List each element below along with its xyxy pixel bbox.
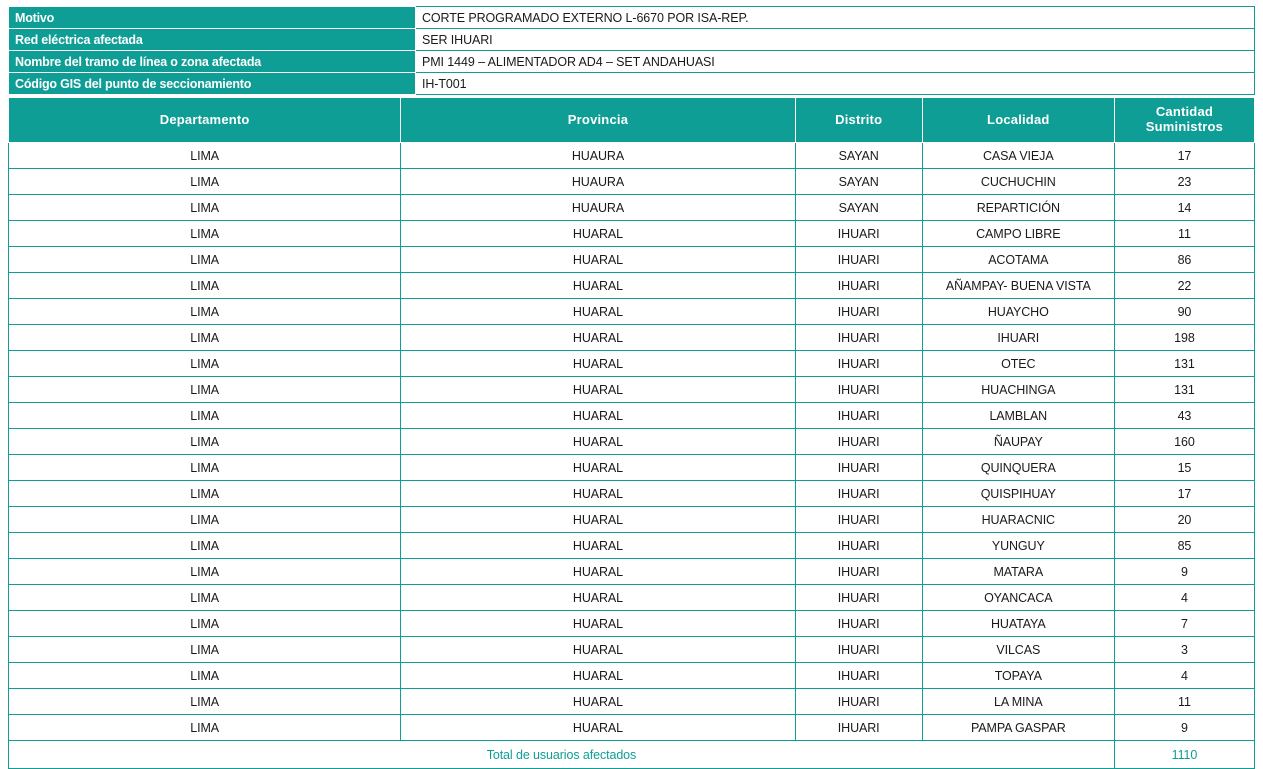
total-value: 1110 xyxy=(1114,741,1254,769)
meta-info-body xyxy=(9,7,1255,95)
cell-localidad: PAMPA GASPAR xyxy=(922,715,1114,741)
table-row xyxy=(9,351,1255,377)
table-row xyxy=(9,429,1255,455)
cell-provincia: HUARAL xyxy=(401,221,795,247)
table-row xyxy=(9,221,1255,247)
cell-cantidad: 4 xyxy=(1114,663,1254,689)
cell-departamento: LIMA xyxy=(9,637,401,663)
table-row xyxy=(9,403,1255,429)
cell-departamento: LIMA xyxy=(9,377,401,403)
total-row xyxy=(9,741,1255,769)
meta-row-codigo-gis xyxy=(9,73,1255,95)
meta-label-red-electrica: Red eléctrica afectada xyxy=(9,29,416,51)
cell-cantidad: 11 xyxy=(1114,689,1254,715)
cell-cantidad: 4 xyxy=(1114,585,1254,611)
cell-distrito: IHUARI xyxy=(795,585,922,611)
meta-row-red-electrica xyxy=(9,29,1255,51)
cell-departamento: LIMA xyxy=(9,559,401,585)
column-header-distrito: Distrito xyxy=(795,98,922,143)
cell-provincia: HUARAL xyxy=(401,559,795,585)
cell-distrito: SAYAN xyxy=(795,143,922,169)
cell-provincia: HUARAL xyxy=(401,429,795,455)
table-header xyxy=(9,98,1255,143)
cell-departamento: LIMA xyxy=(9,325,401,351)
cell-localidad: ÑAUPAY xyxy=(922,429,1114,455)
cell-departamento: LIMA xyxy=(9,429,401,455)
cell-provincia: HUARAL xyxy=(401,481,795,507)
cell-localidad: HUACHINGA xyxy=(922,377,1114,403)
table-row xyxy=(9,169,1255,195)
cell-departamento: LIMA xyxy=(9,221,401,247)
cell-distrito: IHUARI xyxy=(795,507,922,533)
cell-provincia: HUAURA xyxy=(401,143,795,169)
cell-distrito: IHUARI xyxy=(795,611,922,637)
table-row xyxy=(9,195,1255,221)
cell-cantidad: 160 xyxy=(1114,429,1254,455)
cell-departamento: LIMA xyxy=(9,351,401,377)
table-row xyxy=(9,507,1255,533)
cell-provincia: HUARAL xyxy=(401,663,795,689)
cell-distrito: IHUARI xyxy=(795,273,922,299)
table-row xyxy=(9,689,1255,715)
table-body xyxy=(9,143,1255,741)
table-row xyxy=(9,559,1255,585)
cell-departamento: LIMA xyxy=(9,403,401,429)
cell-departamento: LIMA xyxy=(9,299,401,325)
cell-distrito: SAYAN xyxy=(795,195,922,221)
table-row xyxy=(9,247,1255,273)
cell-distrito: IHUARI xyxy=(795,299,922,325)
cell-localidad: OYANCACA xyxy=(922,585,1114,611)
cell-cantidad: 22 xyxy=(1114,273,1254,299)
table-header-row xyxy=(9,98,1255,143)
cell-provincia: HUARAL xyxy=(401,611,795,637)
cell-localidad: LA MINA xyxy=(922,689,1114,715)
cell-provincia: HUARAL xyxy=(401,507,795,533)
cell-distrito: IHUARI xyxy=(795,247,922,273)
cell-localidad: HUATAYA xyxy=(922,611,1114,637)
cell-localidad: OTEC xyxy=(922,351,1114,377)
meta-row-motivo xyxy=(9,7,1255,29)
cell-provincia: HUARAL xyxy=(401,299,795,325)
meta-label-tramo: Nombre del tramo de línea o zona afectada xyxy=(9,51,416,73)
cell-provincia: HUARAL xyxy=(401,325,795,351)
table-row xyxy=(9,143,1255,169)
cell-provincia: HUARAL xyxy=(401,351,795,377)
cell-localidad: HUARACNIC xyxy=(922,507,1114,533)
cell-departamento: LIMA xyxy=(9,455,401,481)
cell-cantidad: 3 xyxy=(1114,637,1254,663)
cell-localidad: QUINQUERA xyxy=(922,455,1114,481)
cell-localidad: IHUARI xyxy=(922,325,1114,351)
cell-cantidad: 198 xyxy=(1114,325,1254,351)
column-header-cantidad-suministros: Cantidad Suministros xyxy=(1114,98,1254,143)
meta-value-red-electrica: SER IHUARI xyxy=(416,29,1255,51)
table-row xyxy=(9,325,1255,351)
cell-localidad: HUAYCHO xyxy=(922,299,1114,325)
column-header-departamento: Departamento xyxy=(9,98,401,143)
cell-provincia: HUARAL xyxy=(401,247,795,273)
cell-cantidad: 86 xyxy=(1114,247,1254,273)
cell-distrito: IHUARI xyxy=(795,481,922,507)
cell-departamento: LIMA xyxy=(9,169,401,195)
cell-provincia: HUARAL xyxy=(401,689,795,715)
cell-cantidad: 85 xyxy=(1114,533,1254,559)
cell-localidad: MATARA xyxy=(922,559,1114,585)
column-header-localidad: Localidad xyxy=(922,98,1114,143)
cell-departamento: LIMA xyxy=(9,273,401,299)
cell-distrito: IHUARI xyxy=(795,429,922,455)
cell-departamento: LIMA xyxy=(9,195,401,221)
table-row xyxy=(9,585,1255,611)
cell-localidad: QUISPIHUAY xyxy=(922,481,1114,507)
cell-provincia: HUAURA xyxy=(401,169,795,195)
cell-departamento: LIMA xyxy=(9,611,401,637)
column-header-provincia: Provincia xyxy=(401,98,795,143)
cell-departamento: LIMA xyxy=(9,507,401,533)
cell-distrito: IHUARI xyxy=(795,377,922,403)
cell-cantidad: 90 xyxy=(1114,299,1254,325)
cell-distrito: IHUARI xyxy=(795,403,922,429)
cell-departamento: LIMA xyxy=(9,481,401,507)
cell-cantidad: 9 xyxy=(1114,715,1254,741)
cell-cantidad: 23 xyxy=(1114,169,1254,195)
cell-provincia: HUARAL xyxy=(401,637,795,663)
cell-distrito: IHUARI xyxy=(795,637,922,663)
cell-localidad: CUCHUCHIN xyxy=(922,169,1114,195)
cell-provincia: HUARAL xyxy=(401,715,795,741)
cell-departamento: LIMA xyxy=(9,143,401,169)
cell-localidad: CAMPO LIBRE xyxy=(922,221,1114,247)
cell-provincia: HUARAL xyxy=(401,533,795,559)
cell-departamento: LIMA xyxy=(9,689,401,715)
cell-localidad: LAMBLAN xyxy=(922,403,1114,429)
cell-cantidad: 17 xyxy=(1114,143,1254,169)
table-row xyxy=(9,637,1255,663)
cell-distrito: IHUARI xyxy=(795,325,922,351)
cell-distrito: SAYAN xyxy=(795,169,922,195)
table-footer xyxy=(9,741,1255,769)
cell-distrito: IHUARI xyxy=(795,689,922,715)
cell-distrito: IHUARI xyxy=(795,221,922,247)
cell-localidad: TOPAYA xyxy=(922,663,1114,689)
cell-distrito: IHUARI xyxy=(795,351,922,377)
cell-cantidad: 20 xyxy=(1114,507,1254,533)
table-row xyxy=(9,533,1255,559)
cell-departamento: LIMA xyxy=(9,533,401,559)
meta-label-motivo: Motivo xyxy=(9,7,416,29)
cell-cantidad: 15 xyxy=(1114,455,1254,481)
cell-departamento: LIMA xyxy=(9,715,401,741)
meta-value-codigo-gis: IH-T001 xyxy=(416,73,1255,95)
cell-localidad: CASA VIEJA xyxy=(922,143,1114,169)
table-row xyxy=(9,611,1255,637)
cell-departamento: LIMA xyxy=(9,585,401,611)
cell-distrito: IHUARI xyxy=(795,455,922,481)
cell-distrito: IHUARI xyxy=(795,663,922,689)
total-label: Total de usuarios afectados xyxy=(9,741,1115,769)
cell-provincia: HUARAL xyxy=(401,403,795,429)
table-row xyxy=(9,299,1255,325)
table-row xyxy=(9,273,1255,299)
cell-cantidad: 17 xyxy=(1114,481,1254,507)
table-row xyxy=(9,481,1255,507)
cell-cantidad: 131 xyxy=(1114,377,1254,403)
cell-localidad: AÑAMPAY- BUENA VISTA xyxy=(922,273,1114,299)
cell-provincia: HUARAL xyxy=(401,377,795,403)
cell-cantidad: 9 xyxy=(1114,559,1254,585)
cell-provincia: HUARAL xyxy=(401,585,795,611)
table-row xyxy=(9,715,1255,741)
cell-cantidad: 43 xyxy=(1114,403,1254,429)
cell-distrito: IHUARI xyxy=(795,559,922,585)
cell-localidad: REPARTICIÓN xyxy=(922,195,1114,221)
cell-cantidad: 14 xyxy=(1114,195,1254,221)
table-row xyxy=(9,455,1255,481)
table-row xyxy=(9,663,1255,689)
cell-provincia: HUAURA xyxy=(401,195,795,221)
cell-departamento: LIMA xyxy=(9,663,401,689)
meta-row-tramo xyxy=(9,51,1255,73)
cell-provincia: HUARAL xyxy=(401,455,795,481)
meta-info-table xyxy=(8,6,1255,95)
cell-cantidad: 7 xyxy=(1114,611,1254,637)
cell-localidad: ACOTAMA xyxy=(922,247,1114,273)
meta-value-motivo: CORTE PROGRAMADO EXTERNO L-6670 POR ISA-REP. xyxy=(416,7,1255,29)
meta-label-codigo-gis: Código GIS del punto de seccionamiento xyxy=(9,73,416,95)
table-row xyxy=(9,377,1255,403)
meta-value-tramo: PMI 1449 – ALIMENTADOR AD4 – SET ANDAHUASI xyxy=(416,51,1255,73)
cell-cantidad: 131 xyxy=(1114,351,1254,377)
cell-cantidad: 11 xyxy=(1114,221,1254,247)
cell-localidad: YUNGUY xyxy=(922,533,1114,559)
affected-localities-table xyxy=(8,97,1255,769)
cell-departamento: LIMA xyxy=(9,247,401,273)
cell-distrito: IHUARI xyxy=(795,715,922,741)
cell-distrito: IHUARI xyxy=(795,533,922,559)
cell-provincia: HUARAL xyxy=(401,273,795,299)
cell-localidad: VILCAS xyxy=(922,637,1114,663)
